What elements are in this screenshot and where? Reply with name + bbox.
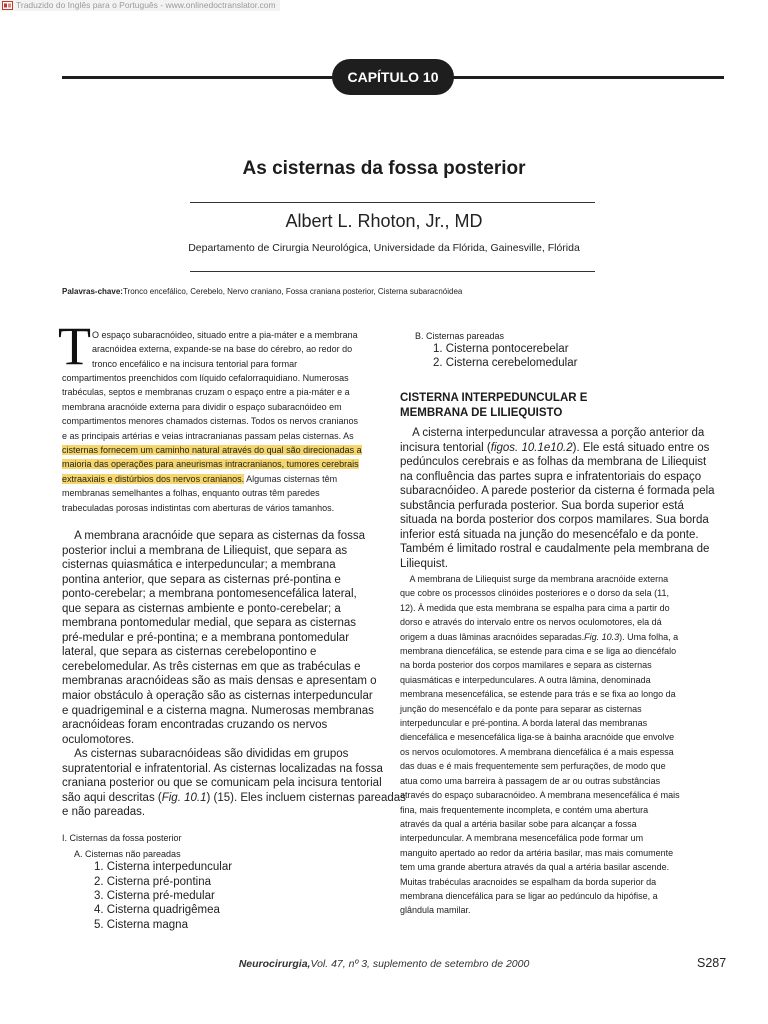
text-line: que separa as cisternas ambiente e ponto-cerebelar; a [62, 602, 341, 615]
text-span: incisura tentorial ( [400, 441, 491, 454]
text-span: ) (15). Eles incluem cisternas pareadas [206, 791, 406, 804]
text-line: Também é limitado rostral e caudalmente pela membrana de [400, 543, 710, 556]
outline-level-2: B. Cisternas pareadas [415, 331, 505, 341]
body-paragraph [400, 572, 730, 918]
figure-reference[interactable]: figos. 10.1e10.2 [490, 441, 573, 454]
text-line: trabéculas, septos e membranas cruzam o espaço entre a pia-máter e a [62, 387, 350, 398]
text-line: A membrana de Liliequist surge da membrana aracnóide externa [400, 574, 669, 584]
text-span: origem a duas lâminas aracnóides separadas. [400, 631, 585, 642]
text-line: pontina anterior, que separa as cisternas pré-pontina e [62, 573, 341, 586]
outline-level-1: I. Cisternas da fossa posterior [62, 833, 182, 843]
text-line: pedúnculos cerebrais e as folhas da membrana de Liliequist [400, 456, 707, 469]
section-heading-line: CISTERNA INTERPEDUNCULAR E [400, 392, 588, 404]
text-line: os nervos oculomotores. A membrana diencefálica é a mais espessa [400, 746, 674, 757]
text-line: membrana aracnóide externa para dividir o espaço subaracnóideo em [62, 401, 342, 412]
intro-paragraph-start [92, 328, 392, 371]
translator-logo-icon [2, 1, 13, 10]
translator-banner[interactable] [0, 0, 280, 11]
outline-item: 5. Cisterna magna [94, 919, 188, 931]
section-heading [400, 391, 730, 420]
banner-text[interactable]: Traduzido do Inglês para o Português - www.onlinedoctranslator.com [16, 0, 276, 10]
author-affiliation: Departamento de Cirurgia Neurológica, Universidade da Flórida, Gainesville, Flórida [188, 242, 580, 254]
outline-item: 1. Cisterna pontocerebelar [433, 343, 569, 355]
keywords [62, 287, 722, 296]
text-line: substância perfurada posterior. Sua borda superior está [400, 499, 684, 512]
keywords-text: Tronco encefálico, Cerebelo, Nervo craniano, Fossa craniana posterior, Cisterna subaracnóidea [122, 287, 463, 296]
text-line: A membrana aracnóide que separa as cisternas da fossa [62, 530, 366, 542]
outline-level-2: A. Cisternas não pareadas [74, 849, 181, 859]
text-line: interpeduncular e pré-pontina. A borda lateral das membranas [400, 718, 648, 729]
text-span: Algumas cisternas têm [244, 473, 338, 484]
text-line: membranas aracnóideas são as mais densas e apresentam o [62, 675, 377, 688]
text-line: membranas semelhantes a folhas, enquanto outras têm paredes [62, 488, 320, 499]
text-line: na borda posterior dos corpos mamilares e separa as cisternas [400, 660, 652, 671]
text-line: glândula mamilar. [400, 905, 471, 916]
text-line: 12). À medida que esta membrana se espalha para cima a partir do [400, 602, 670, 613]
text-line: situada na borda posterior dos corpos mamilares. Sua borda [400, 514, 709, 527]
text-line: atua como uma barreira à passagem de ar ou outras substâncias [400, 775, 661, 786]
outline-item: 4. Cisterna quadrigêmea [94, 904, 220, 916]
text-line: membrana diencefálica para se ligar ao pedúnculo da hipófise, a [400, 890, 658, 901]
text-line: craniana posterior ou que se comunicam pela incisura tentorial [62, 777, 382, 790]
text-line: fina, mais frequentemente incompleta, e contém uma abertura [400, 804, 649, 815]
outline-item: 3. Cisterna pré-medular [94, 890, 215, 902]
article-title: As cisternas da fossa posterior [242, 158, 526, 179]
text-line: maior obstáculo à operação são as cisternas interpeduncular [62, 690, 373, 703]
text-span: ). Ele está situado entre os [572, 441, 710, 454]
figure-reference[interactable]: Fig. 10.1 [161, 791, 207, 804]
journal-citation [0, 958, 768, 970]
text-line: junção do mesencéfalo e da ponte para separar as cisternas [400, 703, 642, 714]
text-line: supratentorial e infratentorial. As cisternas localizadas na fossa [62, 762, 383, 775]
text-span: ). Uma folha, a [619, 631, 679, 642]
section-heading-line: MEMBRANA DE LILIEQUISTO [400, 406, 563, 419]
text-line: cisternas quiasmática e interpeduncular; a membrana [62, 559, 336, 572]
text-line: tronco encefálico e na incisura tentorial para formar [92, 358, 298, 369]
chapter-badge: CAPÍTULO 10 [332, 59, 454, 95]
text-line: membrana mesencefálica, se estende para trás e se fixa ao longo da [400, 689, 676, 700]
text-line: aracnóidea externa, expande-se na base do cérebro, ao redor do [92, 344, 353, 355]
text-line: interpeduncular. A membrana mesencefálica pode formar um [400, 833, 644, 844]
text-line: membrana diencefálica, se estende para cima e se liga ao diencéfalo [400, 646, 677, 657]
highlighted-text: maioria das operações para aneurismas intracranianos, tumores cerebrais [62, 459, 359, 470]
text-line: manguito apertado ao redor da artéria basilar, mas mais comumente [400, 847, 674, 858]
text-line: diencefálica e mesencefálica liga-se à bainha aracnóide que envolve [400, 732, 675, 743]
drop-cap: T [58, 316, 91, 376]
text-line: oculomotores. [62, 733, 135, 746]
text-line: Liliequist. [400, 557, 448, 570]
header-rule-left [62, 76, 334, 79]
outline-item: 2. Cisterna cerebelomedular [433, 357, 578, 369]
text-line: tem uma grande abertura através da qual a artéria basilar ascende. [400, 862, 670, 873]
text-line: quiasmáticas e interpedunculares. A outra lâmina, denominada [400, 674, 651, 685]
text-line: Muitas trabéculas aracnoides se espalham da borda superior da [400, 876, 657, 887]
text-line: As cisternas subaracnóideas são divididas em grupos [62, 748, 349, 761]
body-paragraph [62, 529, 406, 820]
text-line: na confluência das partes supra e infratentoriais do espaço [400, 470, 702, 483]
text-line: membrana pontomedular medial, que separa as cisternas [62, 617, 357, 630]
highlighted-text: extraaxiais e distúrbios dos nervos cranianos. [62, 473, 245, 484]
author-name: Albert L. Rhoton, Jr., MD [285, 211, 483, 231]
text-line: e quadrigeminal e a cisterna magna. Numerosas membranas [62, 704, 374, 717]
page-number: S287 [697, 956, 727, 970]
header-rule-right [452, 76, 724, 79]
text-line: A cisterna interpeduncular atravessa a porção anterior da [400, 427, 705, 439]
journal-name: Neurocirurgia, [238, 958, 311, 970]
text-line: trabeculadas porosas indistintas com aberturas de vários tamanhos. [62, 502, 335, 513]
text-line: através da qual a artéria basilar sobe para alcançar a fossa [400, 818, 637, 829]
figure-reference[interactable]: Fig. 10.3 [584, 631, 620, 642]
outline-item: 1. Cisterna interpeduncular [94, 861, 233, 873]
text-line: e as principais artérias e veias intracranianas passam pelas cisternas. As [62, 430, 354, 441]
text-line: O espaço subaracnóideo, situado entre a pia-máter e a membrana [92, 330, 358, 340]
journal-details: Vol. 47, nº 3, suplemento de setembro de 2000 [310, 958, 530, 970]
text-line: que cobre os processos clinóides posteriores e o dorso da sela (11, [400, 588, 669, 599]
text-line: e não pareadas. [62, 806, 146, 819]
text-line: pré-medular e pré-pontina; e a membrana pontomedular [62, 631, 350, 644]
text-span: são aqui descritas ( [62, 791, 162, 804]
text-line: ponto-cerebelar; a membrana pontomesencefálica lateral, [62, 588, 357, 601]
text-line: através do espaço subaracnóideo. A membrana mesencefálica é mais [400, 790, 680, 801]
text-line: compartimentos menores chamados cisternas. Todos os nervos cranianos [62, 416, 358, 427]
text-line: lateral, que separa as cisternas cerebelopontino e [62, 646, 317, 659]
text-line: inferior está situada na junção do mesencéfalo e da ponte. [400, 528, 699, 541]
outline-item: 2. Cisterna pré-pontina [94, 876, 211, 888]
keywords-label: Palavras-chave: [62, 287, 123, 296]
affiliation-rule [190, 271, 595, 272]
text-line: compartimentos preenchidos com líquido cefalorraquidiano. Numerosas [62, 373, 349, 383]
text-line: das duas e é mais frequentemente sem perfurações, de modo que [400, 761, 666, 772]
text-line: cerebelomedular. As três cisternas em que as trabéculas e [62, 660, 361, 673]
body-paragraph [400, 426, 730, 571]
text-line: subaracnóideo. A parede posterior da cisterna é formada pela [400, 485, 715, 498]
text-line: aracnóideas foram encontradas cruzando os nervos [62, 719, 328, 732]
intro-paragraph [62, 371, 392, 515]
text-line: posterior inclui a membrana de Liliequist, que separa as [62, 544, 348, 557]
text-line: dorso e através do intervalo entre os nervos oculomotores, ela dá [400, 617, 662, 628]
title-rule [190, 202, 595, 203]
highlighted-text: cisternas fornecem um caminho natural através do qual são direcionadas a [62, 445, 362, 456]
